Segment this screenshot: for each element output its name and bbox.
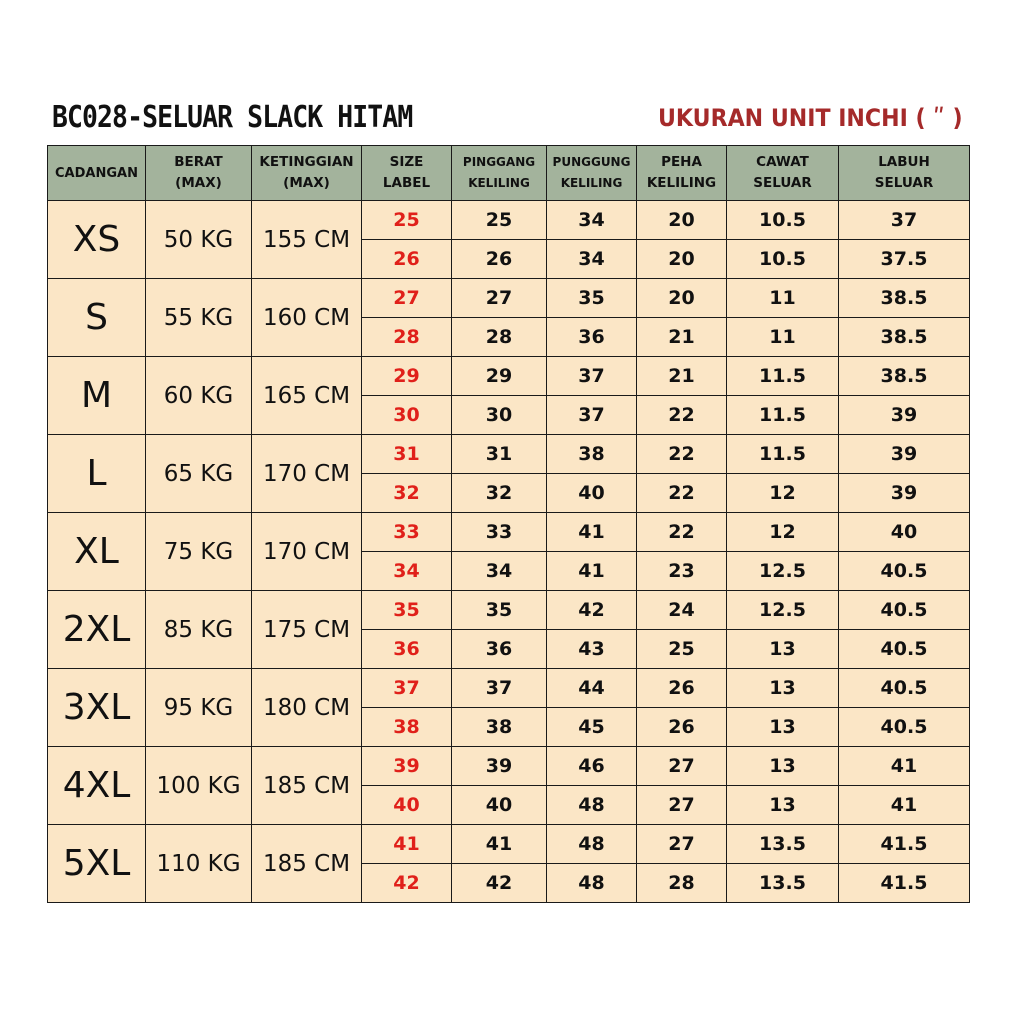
size-name-cell: 2XL	[48, 591, 146, 669]
weight-cell: 60 KG	[146, 357, 252, 435]
cawat-cell: 13	[727, 669, 839, 708]
table-row	[48, 591, 970, 630]
pinggang-cell: 37	[452, 669, 547, 708]
punggung-cell: 36	[547, 318, 637, 357]
size-label-cell: 34	[362, 552, 452, 591]
peha-cell: 28	[637, 864, 727, 903]
size-name-cell: 4XL	[48, 747, 146, 825]
pinggang-cell: 29	[452, 357, 547, 396]
size-name-cell: L	[48, 435, 146, 513]
table-row	[48, 825, 970, 864]
weight-cell: 75 KG	[146, 513, 252, 591]
size-label-cell: 37	[362, 669, 452, 708]
weight-cell: 110 KG	[146, 825, 252, 903]
size-label-cell: 36	[362, 630, 452, 669]
labuh-cell: 40	[839, 513, 970, 552]
weight-cell: 65 KG	[146, 435, 252, 513]
labuh-cell: 41	[839, 747, 970, 786]
table-row	[48, 747, 970, 786]
header-pinggang: PINGGANG KELILING	[452, 146, 547, 201]
unit-note: UKURAN UNIT INCHI ( ʺ )	[658, 104, 963, 132]
cawat-cell: 11.5	[727, 357, 839, 396]
cawat-cell: 11.5	[727, 396, 839, 435]
cawat-cell: 10.5	[727, 240, 839, 279]
punggung-cell: 34	[547, 240, 637, 279]
size-label-cell: 33	[362, 513, 452, 552]
size-label-cell: 25	[362, 201, 452, 240]
peha-cell: 21	[637, 357, 727, 396]
punggung-cell: 35	[547, 279, 637, 318]
cawat-cell: 13.5	[727, 864, 839, 903]
punggung-cell: 43	[547, 630, 637, 669]
labuh-cell: 37.5	[839, 240, 970, 279]
weight-cell: 50 KG	[146, 201, 252, 279]
peha-cell: 20	[637, 240, 727, 279]
size-label-cell: 31	[362, 435, 452, 474]
table-row	[48, 435, 970, 474]
header-cadangan: CADANGAN	[48, 146, 146, 201]
pinggang-cell: 35	[452, 591, 547, 630]
height-cell: 170 CM	[252, 513, 362, 591]
pinggang-cell: 25	[452, 201, 547, 240]
punggung-cell: 46	[547, 747, 637, 786]
height-cell: 185 CM	[252, 825, 362, 903]
weight-cell: 100 KG	[146, 747, 252, 825]
size-name-cell: 5XL	[48, 825, 146, 903]
height-cell: 160 CM	[252, 279, 362, 357]
labuh-cell: 39	[839, 396, 970, 435]
header-punggung: PUNGGUNG KELILING	[547, 146, 637, 201]
height-cell: 175 CM	[252, 591, 362, 669]
size-label-cell: 29	[362, 357, 452, 396]
size-label-cell: 26	[362, 240, 452, 279]
punggung-cell: 41	[547, 513, 637, 552]
cawat-cell: 12.5	[727, 591, 839, 630]
table-row	[48, 357, 970, 396]
size-chart-table	[47, 145, 970, 903]
size-name-cell: XL	[48, 513, 146, 591]
table-row	[48, 279, 970, 318]
cawat-cell: 12.5	[727, 552, 839, 591]
cawat-cell: 13.5	[727, 825, 839, 864]
labuh-cell: 41.5	[839, 864, 970, 903]
cawat-cell: 11	[727, 279, 839, 318]
pinggang-cell: 40	[452, 786, 547, 825]
pinggang-cell: 42	[452, 864, 547, 903]
cawat-cell: 10.5	[727, 201, 839, 240]
pinggang-cell: 27	[452, 279, 547, 318]
peha-cell: 22	[637, 435, 727, 474]
header-row	[48, 146, 970, 201]
punggung-cell: 37	[547, 357, 637, 396]
peha-cell: 23	[637, 552, 727, 591]
weight-cell: 55 KG	[146, 279, 252, 357]
header-size-label: SIZE LABEL	[362, 146, 452, 201]
peha-cell: 27	[637, 786, 727, 825]
labuh-cell: 41	[839, 786, 970, 825]
peha-cell: 22	[637, 513, 727, 552]
cawat-cell: 12	[727, 474, 839, 513]
punggung-cell: 44	[547, 669, 637, 708]
peha-cell: 27	[637, 825, 727, 864]
cawat-cell: 13	[727, 786, 839, 825]
peha-cell: 25	[637, 630, 727, 669]
labuh-cell: 40.5	[839, 630, 970, 669]
pinggang-cell: 28	[452, 318, 547, 357]
labuh-cell: 38.5	[839, 279, 970, 318]
size-label-cell: 40	[362, 786, 452, 825]
table-row	[48, 201, 970, 240]
pinggang-cell: 41	[452, 825, 547, 864]
pinggang-cell: 39	[452, 747, 547, 786]
size-label-cell: 28	[362, 318, 452, 357]
height-cell: 155 CM	[252, 201, 362, 279]
peha-cell: 27	[637, 747, 727, 786]
punggung-cell: 42	[547, 591, 637, 630]
page-title: BC028-SELUAR SLACK HITAM	[52, 100, 413, 135]
header-berat: BERAT (MAX)	[146, 146, 252, 201]
header-cawat: CAWAT SELUAR	[727, 146, 839, 201]
punggung-cell: 34	[547, 201, 637, 240]
weight-cell: 95 KG	[146, 669, 252, 747]
peha-cell: 20	[637, 201, 727, 240]
cawat-cell: 13	[727, 630, 839, 669]
size-label-cell: 38	[362, 708, 452, 747]
size-name-cell: M	[48, 357, 146, 435]
size-label-cell: 30	[362, 396, 452, 435]
punggung-cell: 48	[547, 864, 637, 903]
cawat-cell: 11	[727, 318, 839, 357]
peha-cell: 22	[637, 474, 727, 513]
labuh-cell: 39	[839, 474, 970, 513]
size-label-cell: 41	[362, 825, 452, 864]
table-body	[48, 201, 970, 903]
peha-cell: 26	[637, 669, 727, 708]
pinggang-cell: 31	[452, 435, 547, 474]
punggung-cell: 38	[547, 435, 637, 474]
labuh-cell: 37	[839, 201, 970, 240]
peha-cell: 26	[637, 708, 727, 747]
labuh-cell: 39	[839, 435, 970, 474]
cawat-cell: 12	[727, 513, 839, 552]
table-row	[48, 513, 970, 552]
labuh-cell: 38.5	[839, 318, 970, 357]
labuh-cell: 40.5	[839, 552, 970, 591]
size-label-cell: 35	[362, 591, 452, 630]
punggung-cell: 37	[547, 396, 637, 435]
header-ketinggian: KETINGGIAN (MAX)	[252, 146, 362, 201]
header-peha: PEHA KELILING	[637, 146, 727, 201]
cawat-cell: 11.5	[727, 435, 839, 474]
size-name-cell: XS	[48, 201, 146, 279]
cawat-cell: 13	[727, 708, 839, 747]
punggung-cell: 41	[547, 552, 637, 591]
header-labuh: LABUH SELUAR	[839, 146, 970, 201]
size-label-cell: 27	[362, 279, 452, 318]
peha-cell: 22	[637, 396, 727, 435]
height-cell: 185 CM	[252, 747, 362, 825]
size-label-cell: 32	[362, 474, 452, 513]
height-cell: 165 CM	[252, 357, 362, 435]
pinggang-cell: 30	[452, 396, 547, 435]
labuh-cell: 40.5	[839, 669, 970, 708]
punggung-cell: 45	[547, 708, 637, 747]
peha-cell: 20	[637, 279, 727, 318]
table-row	[48, 669, 970, 708]
punggung-cell: 48	[547, 786, 637, 825]
pinggang-cell: 34	[452, 552, 547, 591]
weight-cell: 85 KG	[146, 591, 252, 669]
labuh-cell: 40.5	[839, 591, 970, 630]
pinggang-cell: 26	[452, 240, 547, 279]
punggung-cell: 48	[547, 825, 637, 864]
cawat-cell: 13	[727, 747, 839, 786]
size-label-cell: 39	[362, 747, 452, 786]
peha-cell: 24	[637, 591, 727, 630]
size-name-cell: 3XL	[48, 669, 146, 747]
peha-cell: 21	[637, 318, 727, 357]
pinggang-cell: 36	[452, 630, 547, 669]
height-cell: 170 CM	[252, 435, 362, 513]
punggung-cell: 40	[547, 474, 637, 513]
labuh-cell: 41.5	[839, 825, 970, 864]
pinggang-cell: 33	[452, 513, 547, 552]
pinggang-cell: 38	[452, 708, 547, 747]
height-cell: 180 CM	[252, 669, 362, 747]
labuh-cell: 38.5	[839, 357, 970, 396]
size-name-cell: S	[48, 279, 146, 357]
pinggang-cell: 32	[452, 474, 547, 513]
size-label-cell: 42	[362, 864, 452, 903]
labuh-cell: 40.5	[839, 708, 970, 747]
